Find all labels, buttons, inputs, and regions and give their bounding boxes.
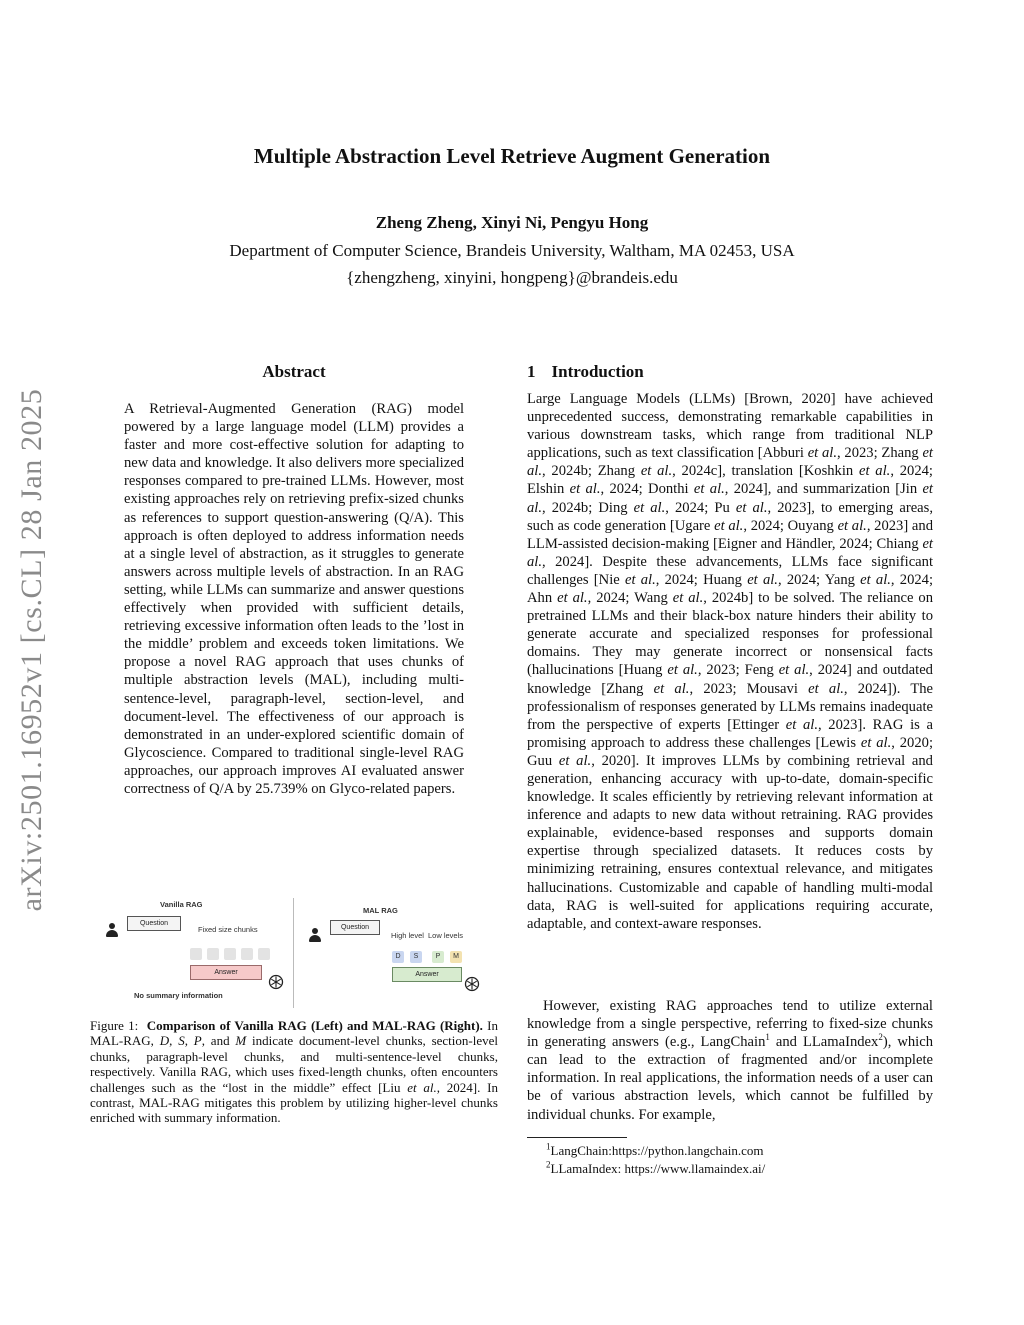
fixed-chunk [241,948,253,960]
citation-etal: et al. [667,662,698,679]
paragraph-text: , 2020; Guu [527,734,933,769]
vanilla-question-bubble: Question [127,916,181,931]
citation-etal: et al. [714,517,744,534]
abstract-heading: Abstract [262,362,326,381]
caption-text: , [184,1033,194,1049]
paragraph-text: , 2020]. It improves LLMs by combining retrieval and generation, enhancing accuracy with up-to-date, domain-specific knowledge. It scales efficiently by retrieving relevant information at inference and adapts to new data without retraining. RAG provides explainable, evidence-based responses and supports domain expertise through specialized datasets. It reduces costs by minimizing retraining, ensures contextual relevance, and mitigates hallucinations. Customizable and capable of handling multi-modal data, RAG is well-suited for applications requiring accurate, adaptable, and context-aware responses. [527,752,933,932]
footnote-text: LLamaIndex: https://www.llamaindex.ai/ [550,1161,766,1176]
paragraph-text: , 2023], to emerging areas, such as code generation [Ugare [527,499,933,534]
openai-icon [268,974,284,990]
section-title: Introduction [551,362,644,381]
caption-symbol-m: M [235,1033,247,1049]
footnote-mark: 1 [546,1141,551,1152]
fixed-chunk [207,948,219,960]
citation-etal: et al. [557,590,588,607]
caption-symbol-s: S [178,1033,185,1049]
paragraph-text: , 2023] and LLM-assisted decision-making [Eigner and Händler, 2024; Chiang [527,517,933,552]
citation-etal: et al. [653,680,690,697]
caption-bold: Comparison of Vanilla RAG (Left) and MAL-RAG (Right). [146,1018,483,1033]
introduction-heading [527,362,644,382]
caption-symbol-p: P [193,1033,202,1049]
footnote-2 [546,1161,765,1177]
paragraph-text: , 2024; Wang [587,590,673,607]
level-d-chip: D [392,951,404,963]
footnote-mark: 2 [546,1159,551,1170]
figure-1 [90,890,500,1010]
figure-divider [293,898,294,1008]
citation-etal: et al. [860,734,892,751]
caption-text: , [169,1033,179,1049]
citation-etal: et al. [785,716,818,733]
citation-etal: et al. [693,481,725,498]
citation-etal: et al. [837,517,867,534]
paragraph-text: , 2024; Elshin [527,463,933,498]
paragraph-text: , 2024], and summarization [Jin [724,481,923,498]
paragraph-text: , 2024; Ouyang [743,517,838,534]
citation-etal: et al. [640,463,673,480]
paper-title: Multiple Abstraction Level Retrieve Augment Generation [253,144,771,168]
paragraph-text: , 2024; Donthi [600,481,694,498]
intro-paragraph-2 [527,997,933,1124]
fixed-chunk [190,948,202,960]
caption-label: Figure 1: [90,1018,139,1033]
paragraph-text: , 2024b; Ding [542,499,634,516]
paragraph-text: and LLamaIndex [769,1034,879,1051]
citation-etal: et al. [558,752,592,769]
high-level-label: High level [391,931,424,940]
paragraph-text: , 2024b; Zhang [542,463,641,480]
level-m-chip: M [450,951,462,963]
citation-etal: et al. [527,445,933,480]
paragraph-text: , 2024] and outdated knowledge [Zhang [527,662,933,697]
intro-paragraph-1 [527,390,933,933]
citation-etal: et al. [527,481,933,516]
caption-text: , 2024]. In contrast, MAL-RAG mitigates this problem by utilizing higher-level chunks enriched with summary information. [90,1079,498,1126]
citation-etal: et al. [624,571,656,588]
vanilla-rag-title: Vanilla RAG [160,900,203,909]
paragraph-text: , 2024]). The professionalism of responses generated by LLMs remains inadequate from the perspective of experts [Ettinger [527,680,934,733]
section-number: 1 [527,362,536,381]
caption-text: , and [201,1033,236,1049]
paragraph-text: , 2024]. Despite these advancements, LLMs face significant challenges [Nie [527,553,933,588]
paragraph-text: , 2024; Pu [665,499,736,516]
openai-icon [464,976,480,992]
fixed-size-chunks-label: Fixed size chunks [198,925,258,934]
paragraph-text: However, existing RAG approaches tend to utilize external knowledge from a single perspective, referring to fixed-size chunks in generating answers (e.g., LangChain [527,998,933,1051]
citation-etal: et al. [807,445,837,462]
paragraph-text: , 2023; Feng [697,662,779,679]
citation-etal: et al. [778,662,810,679]
paragraph-text: , 2024; Huang [655,571,748,588]
caption-symbol-d: D [159,1033,170,1049]
person-icon [106,923,118,937]
figure-1-caption [90,1018,498,1126]
citation-etal: et al. [860,571,891,588]
citation-etal: et al. [569,481,601,498]
person-icon [309,928,321,942]
citation-etal: et al. [808,680,844,697]
mal-answer-bubble: Answer [392,967,462,982]
paragraph-text: ), which can lead to the extraction of fragmented and/or incomplete information. In real applications, the information needs of a user can be of various abstraction levels, which cannot be fulfilled by individual chunks. For example, [527,1034,934,1123]
paragraph-text: , 2024; Ahn [527,571,934,607]
footnote-1 [546,1143,764,1159]
paragraph-text: , 2023]. RAG is a promising approach to address these challenges [Lewis [527,716,933,751]
caption-etal: et al. [407,1079,437,1095]
mal-question-bubble: Question [330,920,380,935]
paragraph-text: , 2023; Mousavi [689,680,809,697]
paragraph-text: , 2023; Zhang [837,445,923,462]
fixed-chunk [224,948,236,960]
level-p-chip: P [432,951,444,963]
mal-rag-title: MAL RAG [363,906,398,915]
fixed-chunk [258,948,270,960]
caption-text: indicate document-level chunks, section-level chunks, paragraph-level chunks, and multi-sentence-level chunks, respectively. Vanilla RAG, which uses fixed-length chunks, often encounters challenges such as the “lost in the middle” effect [Liu [90,1033,499,1095]
citation-etal: et al. [527,535,933,570]
footnote-text: LangChain:https://python.langchain.com [550,1143,764,1158]
author-list: Zheng Zheng, Xinyi Ni, Pengyu Hong [375,213,649,232]
abstract-body: A Retrieval-Augmented Generation (RAG) model powered by a large language model (LLM) provides a faster and more cost-effective solution for adapting to new data and knowledge. It also delivers more specialized responses compared to pre-trained LLMs. However, most existing approaches rely on retrieving prefix-sized chunks as references to support question-answering (Q/A). This approach is often deployed to address information needs at a single level of abstraction, as it struggles to generate answers across multiple levels of abstraction. In an RAG setting, while LLMs can summarize and answer questions effectively when provided with sufficient details, retrieving excessive information often leads to the ’lost in the middle’ problem and exceeds token limitations. We propose a novel RAG approach that uses chunks of multiple abstraction levels (MAL), including multi-sentence-level, paragraph-level, section-level, and document-level. The effectiveness of our approach is demonstrated in an under-explored scientific domain of Glycoscience. Compared to traditional single-level RAG approaches, our approach improves AI evaluated answer correctness of Q/A by 25.739% on Glyco-related papers. [124,401,464,797]
no-summary-note: No summary information [134,991,223,1000]
footnote-ref-1: 1 [765,1032,770,1043]
footnote-ref-2: 2 [878,1032,883,1043]
citation-etal: et al. [859,463,891,480]
citation-etal: et al. [672,590,704,607]
paragraph-text: , 2024c], translation [Koshkin [672,463,859,480]
paragraph-text: Large Language Models (LLMs) [Brown, 2020] have achieved unprecedented success, demonstrating remarkable capabilities in various downstream tasks, which range from traditional NLP applications, such as text classification [Abburi [527,391,933,462]
affiliation: Department of Computer Science, Brandeis University, Waltham, MA 02453, USA [229,241,795,260]
level-s-chip: S [410,951,422,963]
citation-etal: et al. [747,571,778,588]
caption-text: In MAL-RAG, [90,1018,498,1049]
citation-etal: et al. [735,499,768,516]
paragraph-text: , 2024b] to be solved. The reliance on pretrained LLMs and their black-box nature hinders their ability to generate accurate and specialized responses for professional domains. They may generate incorrect or nonsensical facts (hallucinations [Huang [527,590,934,679]
footnote-rule [527,1137,627,1138]
paragraph-text: , 2024; Yang [777,571,861,588]
author-emails: {zhengzheng, xinyini, hongpeng}@brandeis.edu [346,268,678,287]
low-levels-label: Low levels [428,931,464,940]
citation-etal: et al. [633,499,666,516]
vanilla-answer-bubble: Answer [190,965,262,980]
arxiv-stamp-text: arXiv:2501.16952v1 [cs.CL] 28 Jan 2025 [15,388,48,912]
